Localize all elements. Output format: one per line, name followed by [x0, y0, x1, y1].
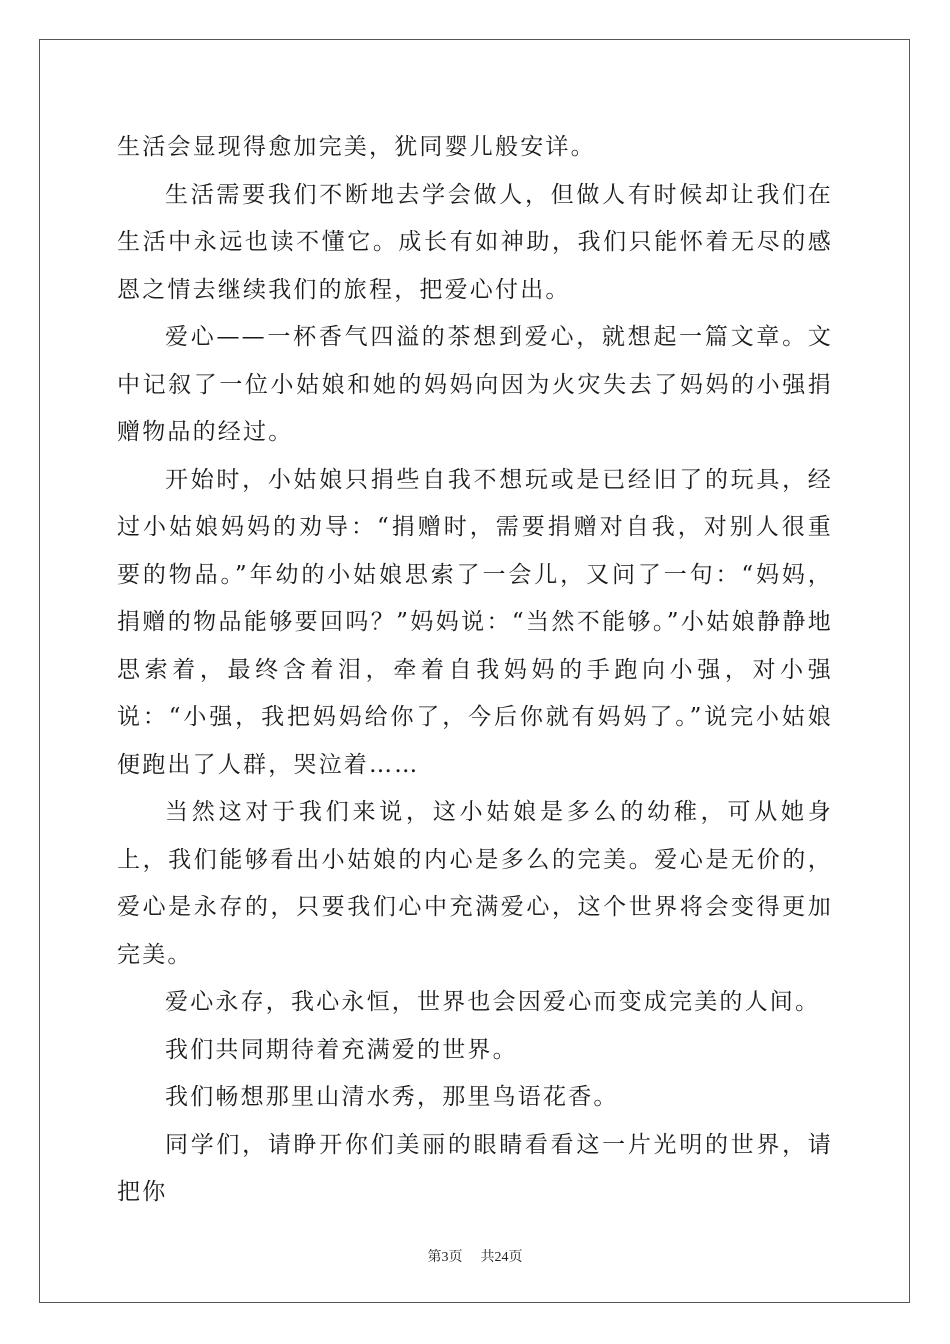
paragraph: 开始时，小姑娘只捐些自我不想玩或是已经旧了的玩具，经过小姑娘妈妈的劝导：“捐赠时，需要捐赠对自我，对别人很重要的物品。”年幼的小姑娘思索了一会儿，又问了一句：“妈妈，捐赠的物品能够要回吗？”妈妈说：“当然不能够。”小姑娘静静地思索着，最终含着泪，牵着自我妈妈的手跑向小强，对小强说：“小强，我把妈妈给你了，今后你就有妈妈了。”说完小姑娘便跑出了人群，哭泣着…… [117, 466, 833, 778]
total-pages: 共24页 [480, 1250, 523, 1265]
page-footer [0, 1246, 950, 1266]
page-number: 第3页 [427, 1250, 463, 1265]
paragraph: 当然这对于我们来说，这小姑娘是多么的幼稚，可从她身上，我们能够看出小姑娘的内心是多么的完美。爱心是无价的，爱心是永存的，只要我们心中充满爱心，这个世界将会变得更加完美。 [117, 799, 833, 968]
document-body [117, 124, 833, 1217]
paragraph: 生活需要我们不断地去学会做人，但做人有时候却让我们在生活中永远也读不懂它。成长有如神助，我们只能怀着无尽的感恩之情去继续我们的旅程，把爱心付出。 [117, 181, 833, 303]
paragraph: 我们共同期待着充满爱的世界。 [165, 1036, 518, 1063]
paragraph: 爱心永存，我心永恒，世界也会因爱心而变成完美的人间。 [165, 989, 821, 1015]
paragraph: 生活会显现得愈加完美，犹同婴儿般安详。 [117, 134, 596, 160]
paragraph: 同学们，请睁开你们美丽的眼睛看看这一片光明的世界，请把你 [117, 1131, 833, 1205]
paragraph: 爱心——一杯香气四溢的茶想到爱心，就想起一篇文章。文中记叙了一位小姑娘和她的妈妈向因为火灾失去了妈妈的小强捐赠物品的经过。 [117, 324, 833, 445]
paragraph: 我们畅想那里山清水秀，那里鸟语花香。 [165, 1084, 619, 1110]
